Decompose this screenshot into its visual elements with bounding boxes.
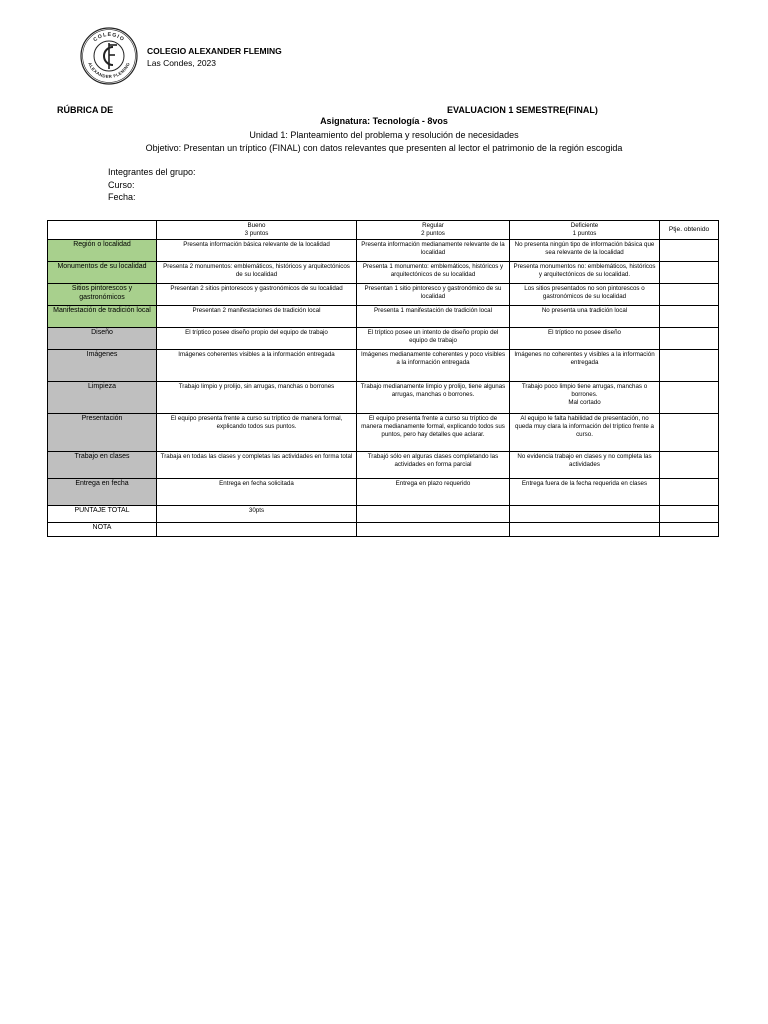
table-row bbox=[48, 382, 719, 414]
score-cell[interactable] bbox=[660, 328, 719, 350]
school-name: COLEGIO ALEXANDER FLEMING bbox=[147, 46, 282, 56]
regular-cell: Presenta información medianamente relevante de la localidad bbox=[357, 240, 510, 262]
regular-cell: Presenta 1 monumento: emblemáticos, históricos y arquitectónicos de su localidad bbox=[357, 262, 510, 284]
course-field: Curso: bbox=[108, 180, 135, 190]
good-cell: Entrega en fecha solicitada bbox=[157, 479, 357, 506]
column-points: 1 puntos bbox=[572, 230, 597, 237]
regular-cell: Entrega en plazo requerido bbox=[357, 479, 510, 506]
poor-cell bbox=[510, 382, 660, 414]
criterion-cell: Trabajo en clases bbox=[48, 452, 157, 479]
criterion-cell: Diseño bbox=[48, 328, 157, 350]
score-cell[interactable] bbox=[660, 414, 719, 452]
logo-text-top: COLEGIO bbox=[92, 31, 126, 44]
poor-cell: Presenta monumentos no: emblemáticos, históricos y arquitectónicos de su localidad. bbox=[510, 262, 660, 284]
good-cell: Presenta 2 monumentos: emblemáticos, históricos y arquitectónicos de su localidad bbox=[157, 262, 357, 284]
poor-cell: No presenta ningún tipo de información básica que sea relevante de la localidad bbox=[510, 240, 660, 262]
score-cell[interactable] bbox=[660, 350, 719, 382]
criterion-cell: Manifestación de tradición local bbox=[48, 306, 157, 328]
table-row bbox=[48, 284, 719, 306]
criterion-cell: Monumentos de su localidad bbox=[48, 262, 157, 284]
column-points: 3 puntos bbox=[244, 230, 269, 237]
criterion-cell: Región o localidad bbox=[48, 240, 157, 262]
regular-cell: Presenta 1 manifestación de tradición local bbox=[357, 306, 510, 328]
poor-cell: No presenta una tradición local bbox=[510, 306, 660, 328]
table-row bbox=[48, 240, 719, 262]
empty-cell bbox=[357, 523, 510, 537]
evaluation-title: EVALUACION 1 SEMESTRE(FINAL) bbox=[447, 105, 598, 115]
score-cell[interactable] bbox=[660, 240, 719, 262]
poor-cell: Imágenes no coherentes y visibles a la información entregada bbox=[510, 350, 660, 382]
svg-text:COLEGIO bbox=[92, 32, 125, 43]
good-cell: Trabajo limpio y prolijo, sin arrugas, manchas o borrones bbox=[157, 382, 357, 414]
regular-cell: El equipo presenta frente a curso su tríptico de manera medianamente formal, explicando todos sus puntos, pero hay detalles que aclarar. bbox=[357, 414, 510, 452]
table-row bbox=[48, 350, 719, 382]
score-cell[interactable] bbox=[660, 284, 719, 306]
poor-text: Trabajo poco limpio tiene arrugas, manchas o borrones. bbox=[521, 383, 648, 398]
regular-cell: El tríptico posee un intento de diseño propio del equipo de trabajo bbox=[357, 328, 510, 350]
rubric-table bbox=[47, 220, 719, 537]
objective-text: Objetivo: Presentan un tríptico (FINAL) con datos relevantes que presenten al lector el patrimonio de la región escogida bbox=[145, 143, 623, 153]
column-header-poor bbox=[510, 221, 660, 240]
empty-cell bbox=[357, 506, 510, 523]
score-cell[interactable] bbox=[660, 479, 719, 506]
score-cell[interactable] bbox=[660, 306, 719, 328]
good-cell: Imágenes coherentes visibles a la información entregada bbox=[157, 350, 357, 382]
poor-cell: Al equipo le falta habilidad de presentación, no queda muy clara la información del tríptico frente a curso. bbox=[510, 414, 660, 452]
criterion-cell: Presentación bbox=[48, 414, 157, 452]
poor-cell: Entrega fuera de la fecha requerida en clases bbox=[510, 479, 660, 506]
grade-row bbox=[48, 523, 719, 537]
regular-cell: Trabajó sólo en alguras clases completando las actividades en forma parcial bbox=[357, 452, 510, 479]
regular-cell: Trabajo medianamente limpio y prolijo, tiene algunas arrugas, manchas o borrones. bbox=[357, 382, 510, 414]
school-logo bbox=[80, 27, 138, 85]
empty-cell bbox=[510, 523, 660, 537]
table-row bbox=[48, 452, 719, 479]
good-cell: El equipo presenta frente a curso su tríptico de manera formal, explicando todos sus puntos. bbox=[157, 414, 357, 452]
score-cell[interactable] bbox=[660, 262, 719, 284]
poor-cell: No evidencia trabajo en clases y no completa las actividades bbox=[510, 452, 660, 479]
criterion-cell: Imágenes bbox=[48, 350, 157, 382]
criterion-cell: Entrega en fecha bbox=[48, 479, 157, 506]
column-name: Bueno bbox=[247, 222, 266, 229]
poor-extra-text: Mal cortado bbox=[568, 399, 601, 406]
good-cell: Presentan 2 sitios pintorescos y gastronómicos de su localidad bbox=[157, 284, 357, 306]
table-row bbox=[48, 306, 719, 328]
column-header-regular bbox=[357, 221, 510, 240]
city-year: Las Condes, 2023 bbox=[147, 58, 216, 68]
group-members-field: Integrantes del grupo: bbox=[108, 167, 196, 177]
regular-cell: Imágenes medianamente coherentes y poco visibles a la información entregada bbox=[357, 350, 510, 382]
good-cell: Presentan 2 manifestaciones de tradición local bbox=[157, 306, 357, 328]
total-score-cell[interactable] bbox=[660, 506, 719, 523]
table-row bbox=[48, 479, 719, 506]
empty-cell bbox=[660, 523, 719, 537]
column-name: Regular bbox=[422, 222, 444, 229]
unit-title: Unidad 1: Planteamiento del problema y resolución de necesidades bbox=[249, 130, 519, 140]
corner-cell bbox=[48, 221, 157, 240]
poor-cell: Los sitios presentados no son pintorescos o gastronómicos de su localidad bbox=[510, 284, 660, 306]
good-cell: El tríptico posee diseño propio del equipo de trabajo bbox=[157, 328, 357, 350]
table-header-row bbox=[48, 221, 719, 240]
total-row bbox=[48, 506, 719, 523]
column-header-good bbox=[157, 221, 357, 240]
criterion-cell: Sitios pintorescos y gastronómicos bbox=[48, 284, 157, 306]
column-header-score: Ptje. obtenido bbox=[660, 221, 719, 240]
total-value: 30pts bbox=[157, 506, 357, 523]
table-row bbox=[48, 414, 719, 452]
column-name: Deficiente bbox=[570, 222, 599, 229]
criterion-cell: Limpieza bbox=[48, 382, 157, 414]
grade-label: NOTA bbox=[48, 523, 157, 537]
good-cell: Trabaja en todas las clases y completas las actividades en forma total bbox=[157, 452, 357, 479]
score-cell[interactable] bbox=[660, 452, 719, 479]
logo-text-bottom: ALEXANDER FLEMING bbox=[87, 61, 131, 80]
date-field: Fecha: bbox=[108, 192, 136, 202]
score-cell[interactable] bbox=[660, 382, 719, 414]
table-row bbox=[48, 262, 719, 284]
rubric-label: RÚBRICA DE bbox=[57, 105, 114, 115]
good-cell: Presenta información básica relevante de la localidad bbox=[157, 240, 357, 262]
table-row bbox=[48, 328, 719, 350]
poor-cell: El tríptico no posee diseño bbox=[510, 328, 660, 350]
regular-cell: Presentan 1 sitio pintoresco y gastronómico de su localidad bbox=[357, 284, 510, 306]
subject-title: Asignatura: Tecnología - 8vos bbox=[320, 116, 448, 126]
total-label: PUNTAJE TOTAL bbox=[48, 506, 157, 523]
grade-cell[interactable] bbox=[157, 523, 357, 537]
column-points: 2 puntos bbox=[421, 230, 445, 237]
empty-cell bbox=[510, 506, 660, 523]
